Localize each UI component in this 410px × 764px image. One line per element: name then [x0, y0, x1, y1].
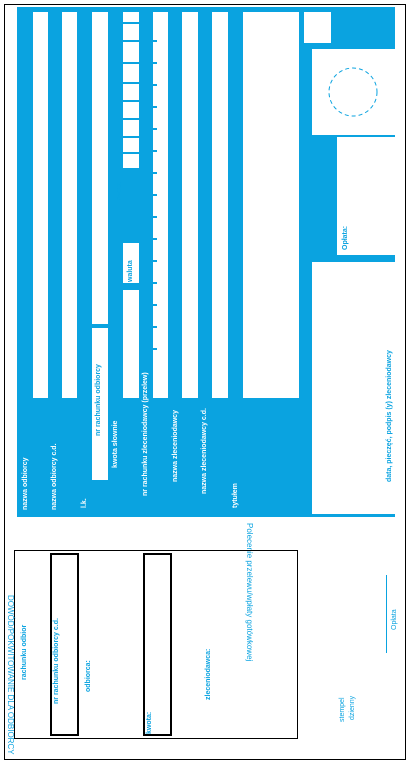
receipt-field-kwota[interactable] [143, 553, 172, 736]
receipt-label-rachunku-odbior: rachunku odbior [21, 624, 28, 680]
receipt-label-oplata: Opłata [391, 609, 398, 630]
receipt-label-dzienny: dzienny [349, 695, 356, 720]
signature-box[interactable] [312, 262, 397, 514]
field-nazwa-zleceniodawcy-cd[interactable] [212, 12, 228, 398]
label-nazwa-zleceniodawcy: nazwa zleceniodawcy [172, 410, 179, 482]
field-kwota-slownie[interactable] [123, 290, 139, 398]
field-nazwa-odbiorcy[interactable] [33, 12, 48, 398]
stamp-circle [327, 66, 379, 118]
field-nazwa-zleceniodawcy[interactable] [182, 12, 198, 398]
receipt-title: DOWÓD/POKWITOWANIE DLA ODBIORCY [6, 595, 15, 755]
receipt-oplata-line [386, 575, 387, 653]
label-lk: l.k. [81, 498, 88, 508]
field-nr-rachunku-odbiorcy[interactable] [92, 12, 108, 324]
label-nazwa-zleceniodawcy-cd: nazwa zleceniodawcy c.d. [201, 408, 208, 494]
label-data-pieczec: data, pieczęć, podpis (y) zleceniodawcy [386, 350, 393, 482]
receipt-label-kwota: kwota: [146, 711, 153, 734]
label-kwota: kwota: [116, 179, 123, 202]
field-nr-rachunku-zleceniodawcy[interactable] [153, 12, 168, 398]
receipt-label-odbiorca: odbiorca: [85, 660, 92, 692]
field-tytulem[interactable] [243, 12, 299, 398]
label-nazwa-odbiorcy-cd: nazwa odbiorcy c.d. [51, 443, 58, 510]
label-tytulem: tytułem [232, 483, 239, 508]
corner-box [304, 12, 331, 43]
field-kwota[interactable] [123, 12, 139, 168]
label-kwota-slownie: kwota słownie [112, 420, 119, 468]
label-nr-rachunku-zleceniodawcy: nr rachunku zleceniodawcy (przelew) [142, 372, 149, 496]
label-waluta: waluta [127, 260, 134, 282]
label-nazwa-odbiorcy: nazwa odbiorcy [22, 457, 29, 510]
receipt-label-nr-rachunku-cd: nr rachunku odbiorcy c.d. [53, 618, 60, 704]
receipt-label-zleceniodawca: zleceniodawca: [205, 648, 212, 700]
receipt-label-stempel: stempel [339, 697, 346, 722]
field-nazwa-odbiorcy-cd[interactable] [62, 12, 77, 398]
main-title: Polecenie przelewu/wpłaty gotówkowej [245, 523, 254, 662]
label-oplata: Opłata: [342, 225, 349, 250]
label-nr-rachunku-odbiorcy: nr rachunku odbiorcy [95, 364, 102, 436]
